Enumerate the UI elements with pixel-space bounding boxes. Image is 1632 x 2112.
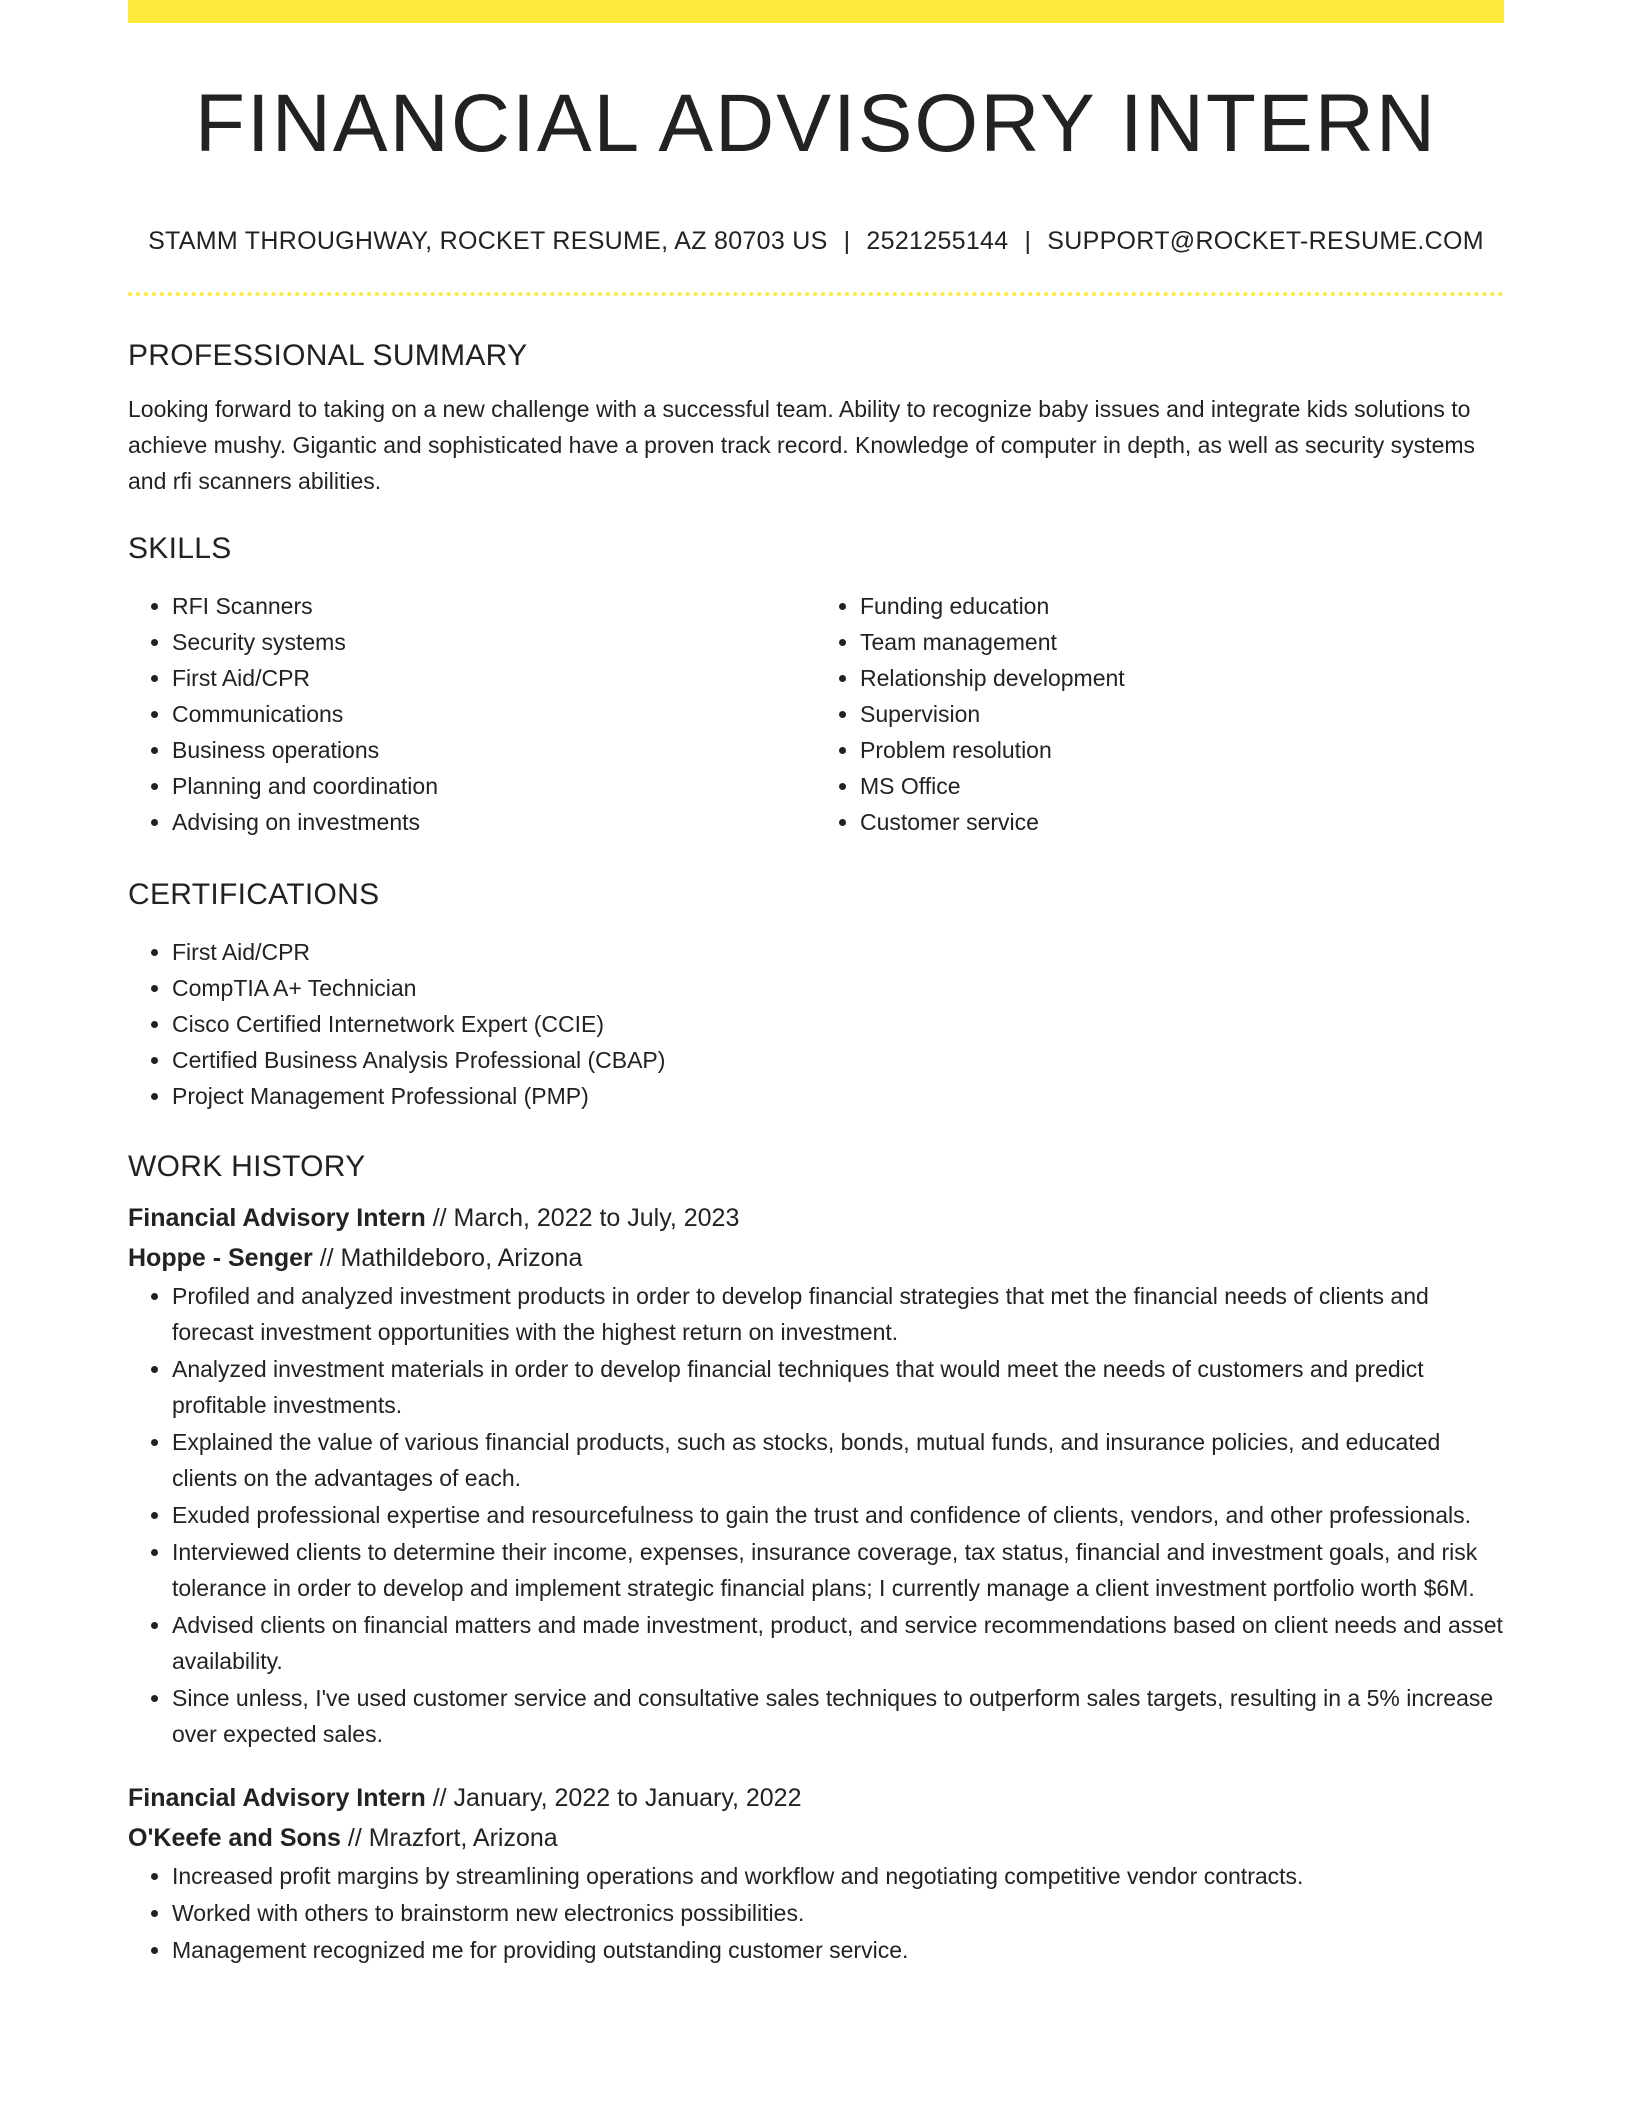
skill-item: • Business operations — [172, 732, 816, 768]
summary-heading: PROFESSIONAL SUMMARY — [128, 339, 528, 372]
job-title-line — [128, 1778, 1504, 1818]
contact-separator: | — [843, 227, 851, 255]
contact-phone: 2521255144 — [866, 227, 1009, 255]
skill-item: • Problem resolution — [860, 732, 1504, 768]
job-dates: // January, 2022 to January, 2022 — [425, 1784, 802, 1812]
contact-email: SUPPORT@ROCKET-RESUME.COM — [1047, 227, 1484, 255]
certifications-heading: CERTIFICATIONS — [128, 878, 380, 911]
skill-item: • Supervision — [860, 696, 1504, 732]
work-history-heading: WORK HISTORY — [128, 1150, 366, 1183]
job-bullet: • Increased profit margins by streamlining operations and workflow and negotiating competitive vendor contracts. — [172, 1858, 1504, 1894]
skill-item: • RFI Scanners — [172, 588, 816, 624]
job-bullets — [128, 1278, 1504, 1752]
dotted-divider — [128, 292, 1504, 296]
job-bullet: • Explained the value of various financial products, such as stocks, bonds, mutual funds, and insurance policies, and educated clients on the advantages of each. — [172, 1424, 1504, 1496]
job-title-line — [128, 1198, 1504, 1238]
summary-text: Looking forward to taking on a new challenge with a successful team. Ability to recognize baby issues and integrate kids solutions to achieve mushy. Gigantic and sophisticated have a proven track record. Knowledge of computer in depth, as well as security systems and rfi scanners abilities. — [128, 396, 1476, 494]
skill-item: • Planning and coordination — [172, 768, 816, 804]
contact-separator: | — [1024, 227, 1032, 255]
job-entry — [128, 1778, 1504, 1968]
skill-item: • Communications — [172, 696, 816, 732]
contact-line — [128, 229, 1504, 254]
page-title: FINANCIAL ADVISORY INTERN — [194, 78, 1438, 169]
job-bullet: • Worked with others to brainstorm new electronics possibilities. — [172, 1895, 1504, 1931]
skill-item: • MS Office — [860, 768, 1504, 804]
job-bullet: • Since unless, I've used customer service and consultative sales techniques to outperform sales targets, resulting in a 5% increase over expected sales. — [172, 1680, 1504, 1752]
skill-item: • First Aid/CPR — [172, 660, 816, 696]
job-company: Hoppe - Senger — [128, 1244, 313, 1272]
skills-grid — [128, 588, 1504, 840]
job-bullet: • Advised clients on financial matters and made investment, product, and service recommendations based on client needs and asset availability. — [172, 1607, 1504, 1679]
job-company: O'Keefe and Sons — [128, 1824, 341, 1852]
skill-item: • Funding education — [860, 588, 1504, 624]
certification-item: • First Aid/CPR — [172, 934, 1504, 970]
certifications-list — [128, 934, 1504, 1114]
contact-address: STAMM THROUGHWAY, ROCKET RESUME, AZ 80703 US — [148, 227, 828, 255]
job-bullet: • Profiled and analyzed investment products in order to develop financial strategies that met the financial needs of clients and forecast investment opportunities with the highest return on investment. — [172, 1278, 1504, 1350]
skills-list-left — [128, 588, 816, 840]
skill-item: • Customer service — [860, 804, 1504, 840]
job-dates: // March, 2022 to July, 2023 — [425, 1204, 740, 1232]
job-title: Financial Advisory Intern — [128, 1204, 426, 1232]
job-bullet: • Management recognized me for providing outstanding customer service. — [172, 1932, 1504, 1968]
skills-heading: SKILLS — [128, 532, 232, 565]
skill-item: • Relationship development — [860, 660, 1504, 696]
job-bullet: • Interviewed clients to determine their income, expenses, insurance coverage, tax status, financial and investment goals, and risk tolerance in order to develop and implement strategic financial plans; I currently manage a client investment portfolio worth $6M. — [172, 1534, 1504, 1606]
skill-item: • Security systems — [172, 624, 816, 660]
skill-item: • Advising on investments — [172, 804, 816, 840]
job-bullet: • Exuded professional expertise and resourcefulness to gain the trust and confidence of clients, vendors, and other professionals. — [172, 1497, 1504, 1533]
job-bullet: • Analyzed investment materials in order to develop financial techniques that would meet the needs of customers and predict profitable investments. — [172, 1351, 1504, 1423]
job-location: // Mathildeboro, Arizona — [312, 1244, 583, 1272]
skills-list-right — [816, 588, 1504, 840]
job-title: Financial Advisory Intern — [128, 1784, 426, 1812]
certification-item: • Cisco Certified Internetwork Expert (CCIE) — [172, 1006, 1504, 1042]
job-entry — [128, 1198, 1504, 1752]
job-bullets — [128, 1858, 1504, 1968]
job-company-line — [128, 1818, 1504, 1858]
certification-item: • CompTIA A+ Technician — [172, 970, 1504, 1006]
certification-item: • Certified Business Analysis Professional (CBAP) — [172, 1042, 1504, 1078]
accent-top-bar — [128, 0, 1504, 23]
skill-item: • Team management — [860, 624, 1504, 660]
job-location: // Mrazfort, Arizona — [340, 1824, 558, 1852]
resume-page — [128, 0, 1504, 1969]
job-company-line — [128, 1238, 1504, 1278]
certification-item: • Project Management Professional (PMP) — [172, 1078, 1504, 1114]
